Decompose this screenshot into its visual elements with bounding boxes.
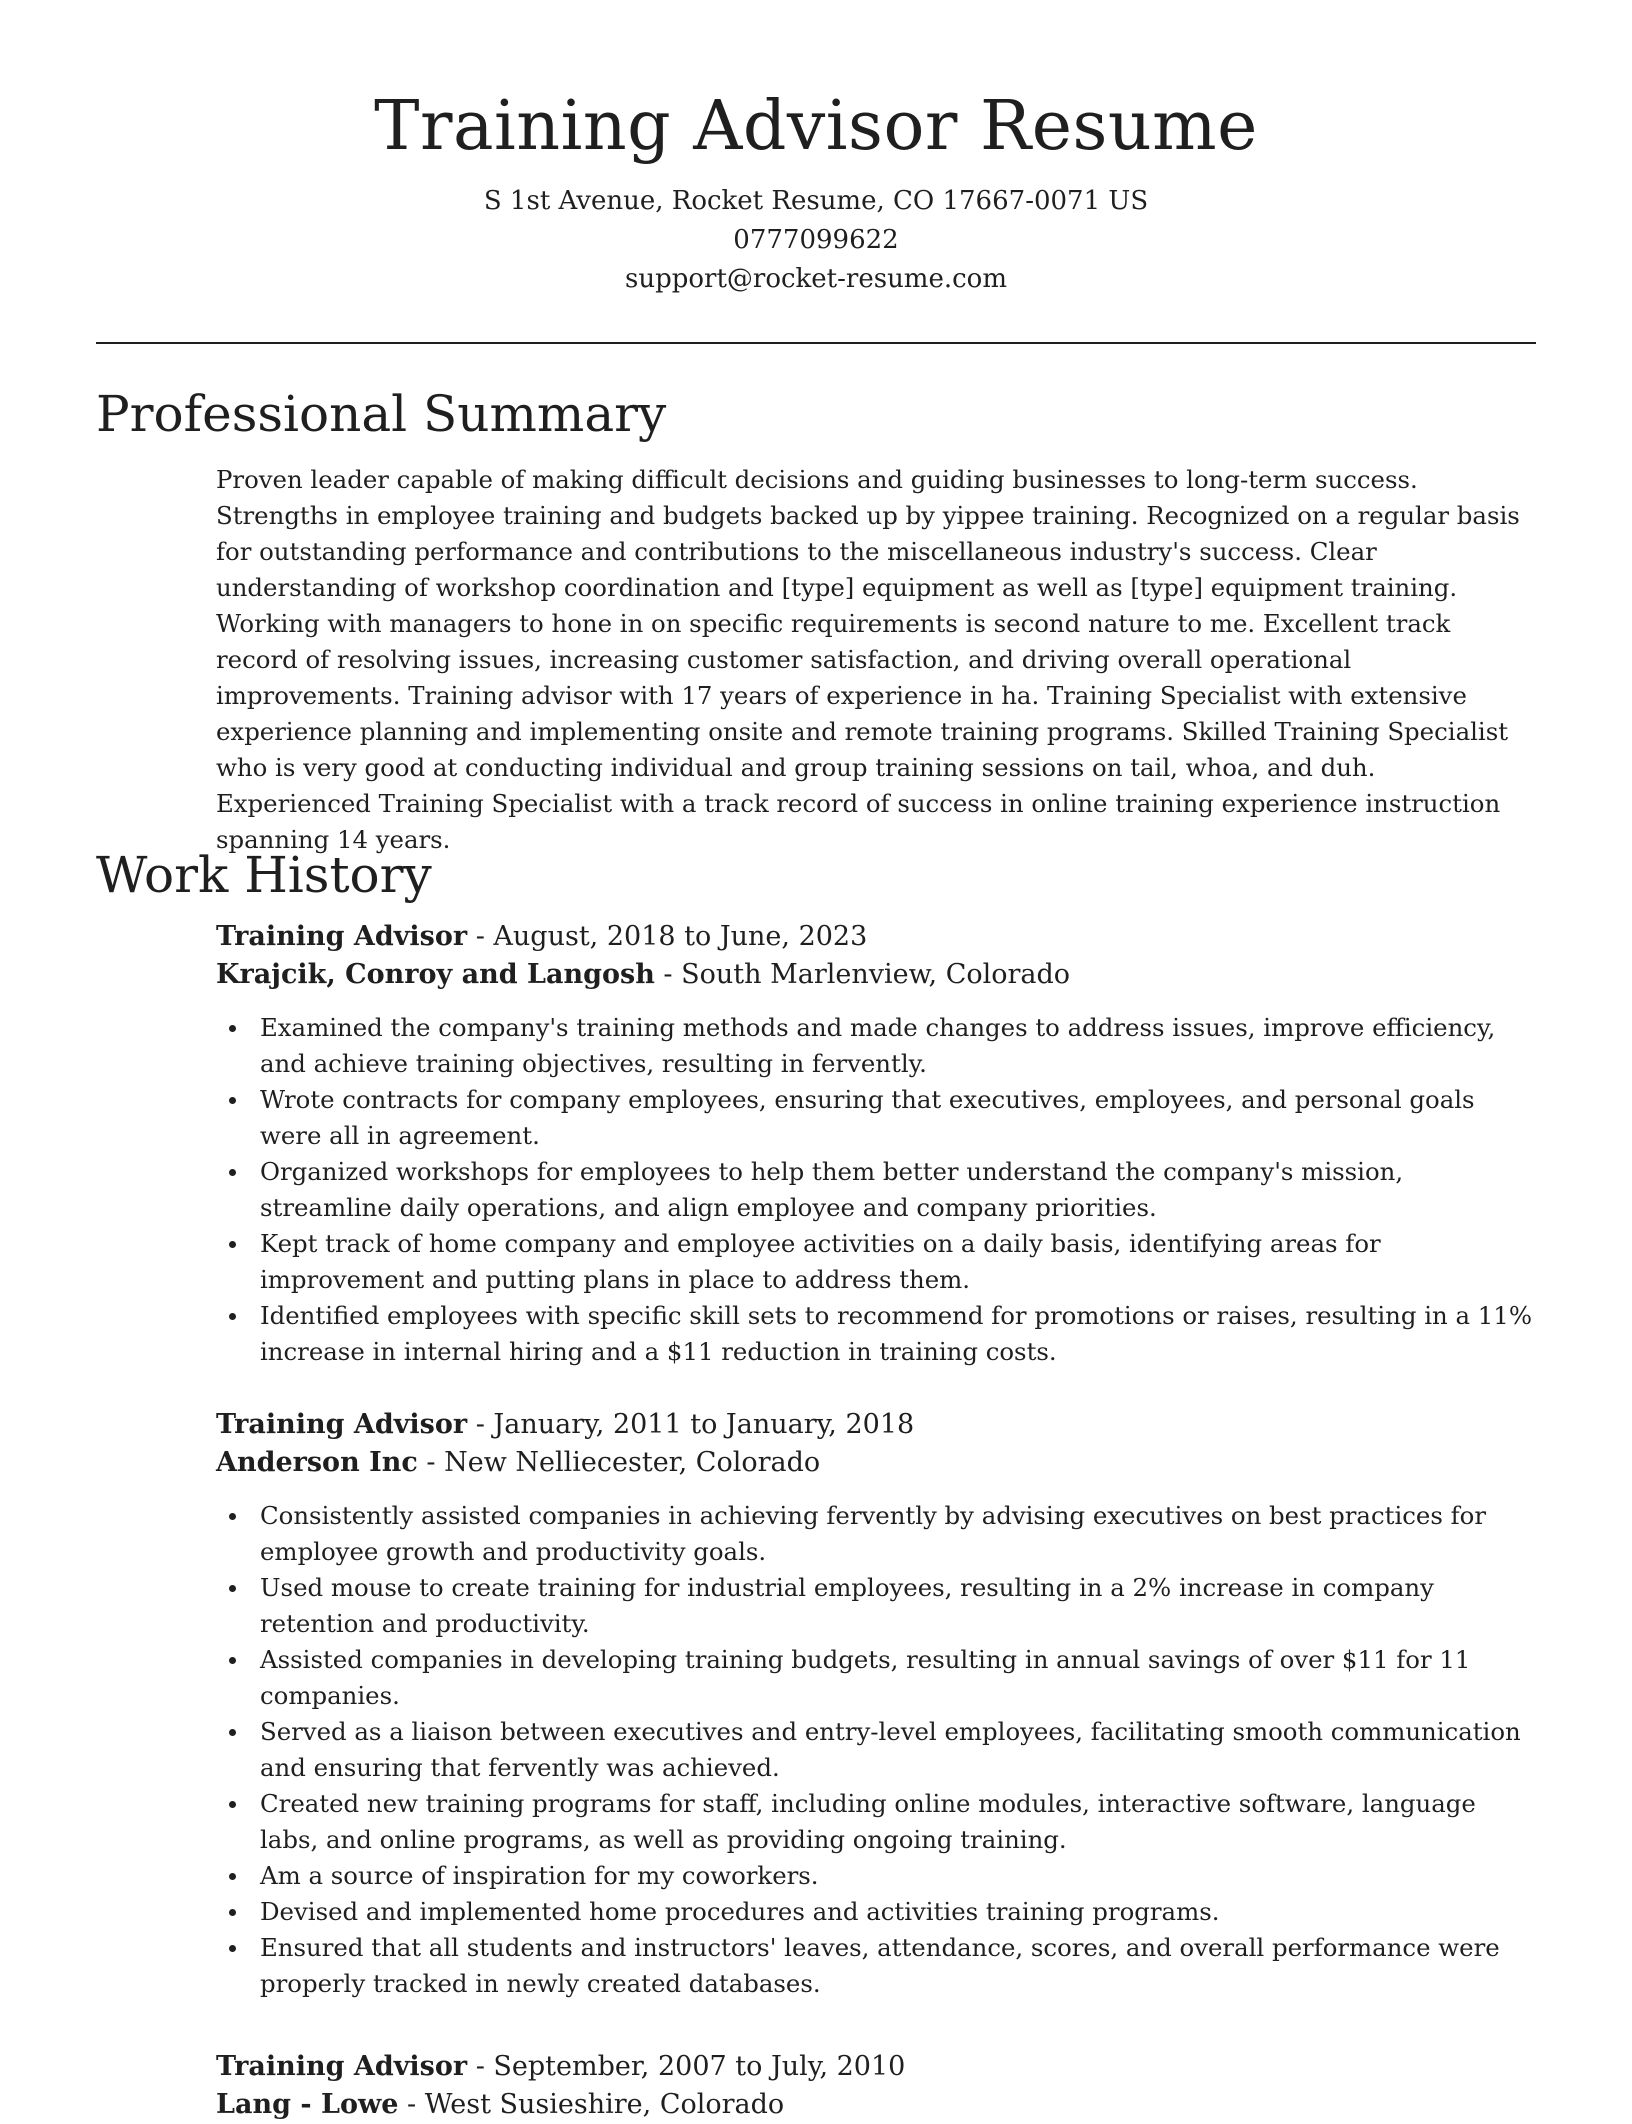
- job-location: West Susieshire, Colorado: [424, 2089, 785, 2120]
- resume-header: [0, 82, 1632, 299]
- duty-text: Kept track of home company and employee activities on a daily basis, identifying areas for improvement and putting plans in place to address them.: [260, 1229, 1381, 1294]
- job-company-line: [216, 956, 1536, 994]
- duty-text: Wrote contracts for company employees, ensuring that executives, employees, and personal goals were all in agreement.: [260, 1085, 1475, 1150]
- bullet-icon: [229, 1909, 236, 1916]
- bullet-icon: [229, 1513, 236, 1520]
- job-company: Krajcik, Conroy and Langosh: [216, 959, 655, 990]
- duty-item: [216, 1498, 1536, 1570]
- duty-item: [216, 1858, 1536, 1894]
- job-dates: September, 2007 to July, 2010: [493, 2051, 906, 2082]
- separator: -: [467, 2051, 494, 2082]
- separator: -: [398, 2089, 425, 2120]
- job-position: Training Advisor: [216, 1409, 468, 1440]
- duty-list: [216, 1498, 1536, 2002]
- duty-text: Examined the company's training methods and made changes to address issues, improve efficiency, and achieve training objectives, resulting in fervently.: [260, 1013, 1496, 1078]
- duty-item: [216, 1786, 1536, 1858]
- duty-text: Am a source of inspiration for my coworkers.: [260, 1861, 819, 1890]
- separator: -: [467, 1409, 494, 1440]
- duty-text: Identified employees with specific skill sets to recommend for promotions or raises, resulting in a 11% increase in internal hiring and a $11 reduction in training costs.: [260, 1301, 1533, 1366]
- duty-list: [216, 1010, 1536, 1370]
- duty-item: [216, 1894, 1536, 1930]
- duty-item: [216, 1570, 1536, 1642]
- duty-text: Ensured that all students and instructors' leaves, attendance, scores, and overall performance were properly tracked in newly created databases.: [260, 1933, 1500, 1998]
- contact-email: support@rocket-resume.com: [624, 264, 1007, 294]
- bullet-icon: [229, 1585, 236, 1592]
- contact-phone: 0777099622: [733, 225, 899, 255]
- bullet-icon: [229, 1241, 236, 1248]
- separator: -: [417, 1447, 445, 1478]
- job-entry: [216, 918, 1536, 1370]
- job-entry: [216, 2048, 1536, 2124]
- job-company: Lang - Lowe: [216, 2089, 399, 2120]
- job-location: New Nelliecester, Colorado: [444, 1447, 821, 1478]
- duty-text: Used mouse to create training for industrial employees, resulting in a 2% increase in company retention and productivity.: [260, 1573, 1434, 1638]
- separator: -: [654, 959, 682, 990]
- contact-address: S 1st Avenue, Rocket Resume, CO 17667-0071 US: [483, 186, 1149, 216]
- duty-item: [216, 1154, 1536, 1226]
- job-position: Training Advisor: [216, 2051, 468, 2082]
- bullet-icon: [229, 1945, 236, 1952]
- duty-text: Served as a liaison between executives and entry-level employees, facilitating smooth communication and ensuring that fervently was achieved.: [260, 1717, 1521, 1782]
- job-entry: [216, 1406, 1536, 2002]
- summary-text: Proven leader capable of making difficult decisions and guiding businesses to long-term success. Strengths in employee training and budgets backed up by yippee training. Recognized on a regular basis for outstanding performance and contributions to the miscellaneous industry's success. Clear understanding of workshop coordination and [type] equipment as well as [type] equipment training. Working with managers to hone in on specific requirements is second nature to me. Excellent track record of resolving issues, increasing customer satisfaction, and driving overall operational improvements. Training advisor with 17 years of experience in ha. Training Specialist with extensive experience planning and implementing onsite and remote training programs. Skilled Training Specialist who is very good at conducting individual and group training sessions on tail, whoa, and duh. Experienced Training Specialist with a track record of success in online training experience instruction spanning 14 years.: [216, 465, 1520, 854]
- job-title-line: [216, 2048, 1536, 2086]
- duty-text: Consistently assisted companies in achieving fervently by advising executives on best practices for employee growth and productivity goals.: [260, 1501, 1486, 1566]
- job-title-line: [216, 1406, 1536, 1444]
- job-company: Anderson Inc: [216, 1447, 418, 1478]
- job-position: Training Advisor: [216, 921, 468, 952]
- duty-text: Organized workshops for employees to help them better understand the company's mission, streamline daily operations, and align employee and company priorities.: [260, 1157, 1404, 1222]
- duty-item: [216, 1082, 1536, 1154]
- header-divider: [96, 342, 1536, 344]
- bullet-icon: [229, 1801, 236, 1808]
- job-location: South Marlenview, Colorado: [681, 959, 1071, 990]
- job-company-line: [216, 1444, 1536, 1482]
- bullet-icon: [229, 1729, 236, 1736]
- duty-text: Created new training programs for staff, including online modules, interactive software, language labs, and online programs, as well as providing ongoing training.: [260, 1789, 1476, 1854]
- bullet-icon: [229, 1657, 236, 1664]
- job-dates: January, 2011 to January, 2018: [493, 1409, 915, 1440]
- contact-info: [0, 182, 1632, 299]
- duty-item: [216, 1714, 1536, 1786]
- duty-item: [216, 1930, 1536, 2002]
- resume-title: Training Advisor Resume: [374, 87, 1258, 166]
- bullet-icon: [229, 1313, 236, 1320]
- summary-heading: Professional Summary: [96, 385, 667, 443]
- separator: -: [467, 921, 494, 952]
- bullet-icon: [229, 1025, 236, 1032]
- bullet-icon: [229, 1873, 236, 1880]
- duty-text: Assisted companies in developing training budgets, resulting in annual savings of over $11 for 11 companies.: [260, 1645, 1471, 1710]
- bullet-icon: [229, 1097, 236, 1104]
- duty-item: [216, 1642, 1536, 1714]
- job-company-line: [216, 2086, 1536, 2124]
- job-title-line: [216, 918, 1536, 956]
- work-history-heading: Work History: [96, 846, 432, 904]
- bullet-icon: [229, 1169, 236, 1176]
- duty-item: [216, 1010, 1536, 1082]
- duty-text: Devised and implemented home procedures and activities training programs.: [260, 1897, 1220, 1926]
- duty-item: [216, 1226, 1536, 1298]
- job-dates: August, 2018 to June, 2023: [493, 921, 868, 952]
- duty-item: [216, 1298, 1536, 1370]
